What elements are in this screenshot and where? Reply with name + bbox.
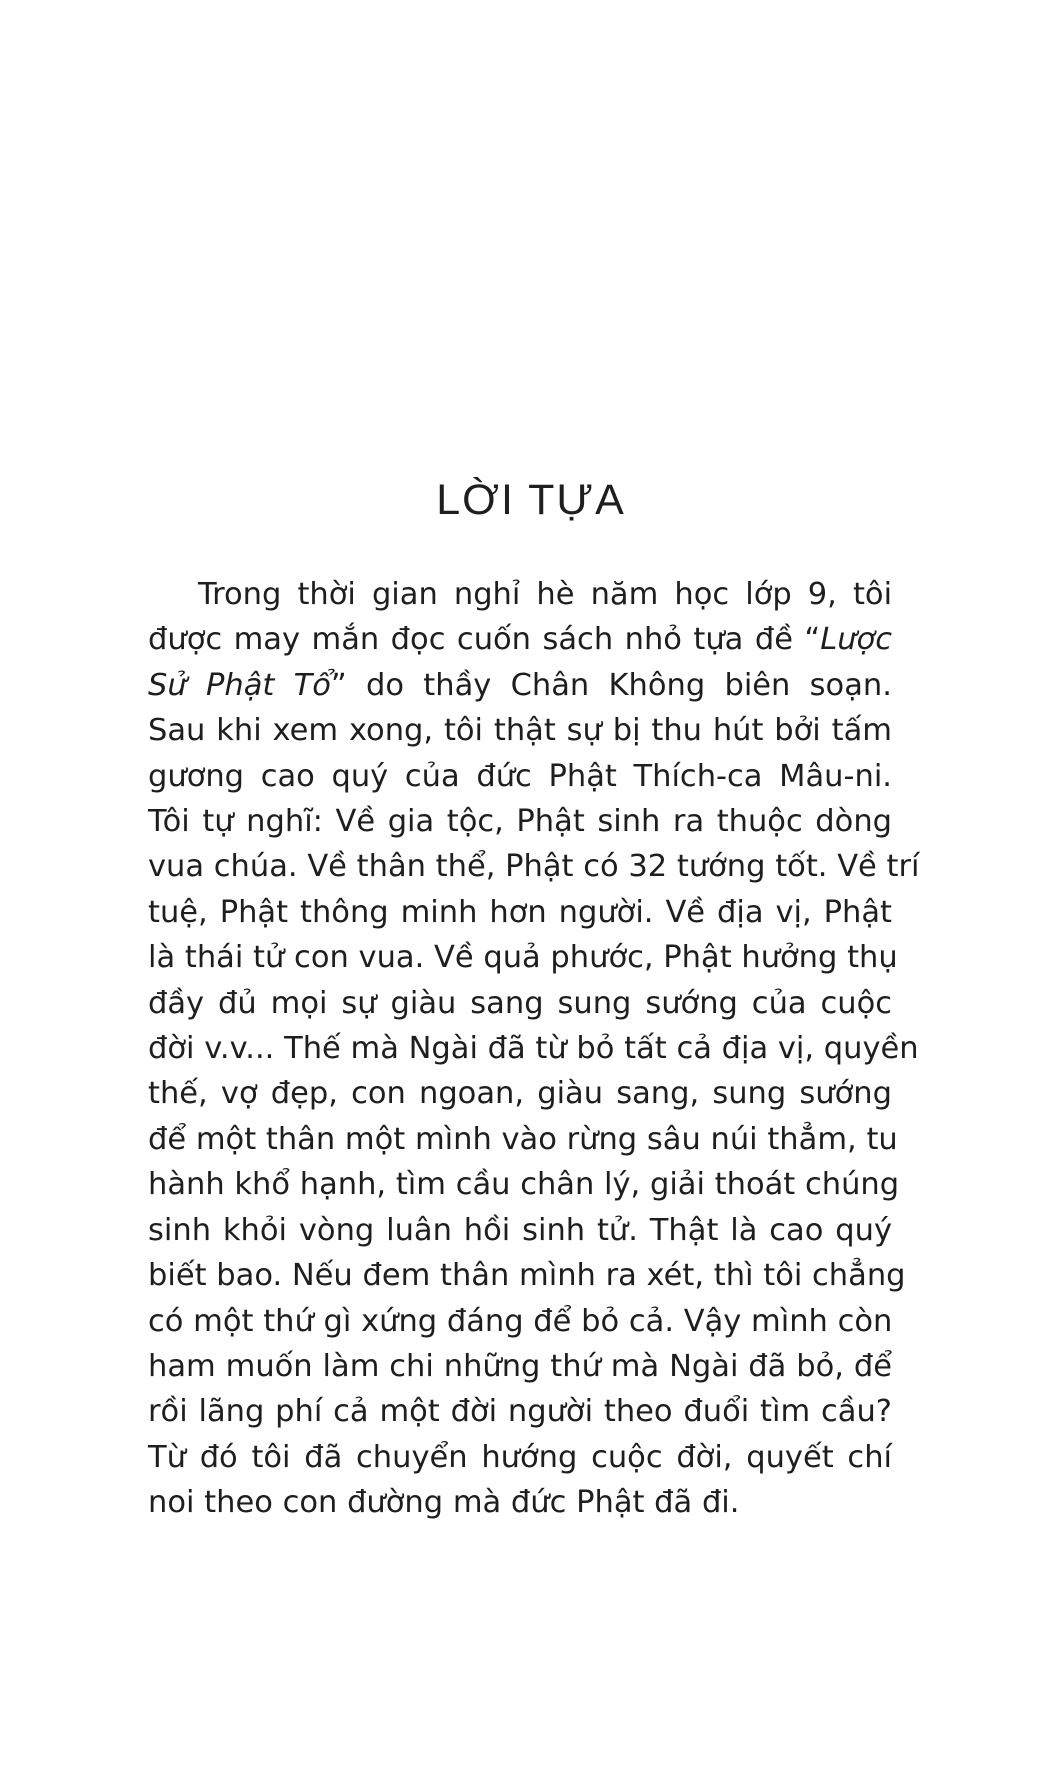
word: Phật: [823, 894, 893, 930]
word: một: [195, 1121, 257, 1157]
word: Phật: [219, 894, 289, 930]
word: theo: [204, 1485, 273, 1521]
word: tôi: [763, 1258, 803, 1294]
word: đời,: [676, 1439, 733, 1475]
word: quý: [331, 758, 389, 794]
word: Mâu-ni.: [779, 758, 892, 794]
word: hành: [148, 1167, 225, 1203]
word: Sau: [148, 713, 206, 749]
word: tựa: [693, 622, 744, 658]
word: quyền: [823, 1031, 919, 1067]
word: xét,: [646, 1258, 705, 1294]
word: tu: [866, 1121, 898, 1157]
paragraph-line: [148, 981, 892, 1026]
word: muốn: [225, 1348, 313, 1384]
word: ham: [148, 1348, 216, 1384]
word: đời: [148, 1031, 195, 1067]
word: đức: [510, 1485, 567, 1521]
word: hồi: [463, 1212, 511, 1248]
word: thân: [265, 1121, 336, 1157]
word: tìm: [760, 1394, 811, 1430]
word: Về: [433, 940, 474, 976]
word: chân: [520, 1167, 595, 1203]
preface-paragraph: [148, 572, 920, 1526]
word: mình: [519, 1258, 596, 1294]
word: quyết: [746, 1439, 834, 1475]
word: vòng: [298, 1212, 375, 1248]
word: đi.: [701, 1485, 740, 1521]
word: bỏ: [581, 1303, 620, 1339]
word: thì: [713, 1258, 754, 1294]
word: giàu: [537, 1076, 604, 1112]
word: vị,: [775, 894, 812, 930]
word: cao: [769, 1212, 824, 1248]
word: ngoan,: [418, 1076, 525, 1112]
word: thông: [300, 894, 389, 930]
word: phước,: [550, 940, 654, 976]
word: mà: [452, 1485, 502, 1521]
word: tử: [253, 940, 285, 976]
word: luân: [386, 1212, 452, 1248]
paragraph-line: [148, 617, 892, 662]
word: tấm: [831, 713, 892, 749]
word: một: [193, 1303, 254, 1339]
word: sướng: [645, 985, 738, 1021]
word: lý,: [604, 1167, 641, 1203]
word: sang,: [616, 1076, 700, 1112]
word: đường: [347, 1485, 444, 1521]
word: chuyển: [356, 1439, 468, 1475]
word: Phật: [576, 1485, 645, 1521]
word: đời: [450, 1394, 498, 1430]
paragraph-line: [148, 1389, 892, 1434]
paragraph-line: [148, 1117, 898, 1162]
word: quý: [835, 1212, 892, 1248]
word: con: [351, 1076, 406, 1112]
word: Phật: [548, 758, 617, 794]
italic-title-word: Sử: [148, 667, 187, 703]
word: Thật: [649, 1212, 719, 1248]
word: để: [148, 1121, 187, 1157]
word: nhỏ: [624, 622, 682, 658]
word: tôi: [443, 713, 484, 749]
word: sang: [470, 985, 544, 1021]
word: sung: [557, 985, 632, 1021]
word: cuộc: [820, 985, 893, 1021]
word: thứ: [263, 1303, 314, 1339]
paragraph-line: [148, 1026, 919, 1071]
word: đã: [748, 1348, 787, 1384]
word: cao: [260, 758, 315, 794]
word: vợ: [220, 1076, 258, 1112]
word: Thích-ca: [633, 758, 763, 794]
word: sinh: [148, 1212, 212, 1248]
word: bỏ,: [796, 1348, 844, 1384]
word: tất: [624, 1031, 667, 1067]
word: địa: [721, 1031, 769, 1067]
paragraph-line: [148, 708, 892, 753]
word: hè: [536, 577, 575, 612]
word: thế,: [148, 1076, 208, 1112]
word: của: [404, 758, 460, 794]
word: mà: [350, 1031, 399, 1067]
word: mình: [751, 1303, 828, 1339]
word: cầu: [455, 1167, 511, 1203]
word: thật: [493, 713, 556, 749]
word: Phật: [516, 804, 585, 840]
word: cả: [676, 1031, 712, 1067]
word: một: [344, 1121, 406, 1157]
word: còn: [837, 1303, 893, 1339]
word: xem: [272, 713, 339, 749]
paragraph-line: [148, 1299, 892, 1344]
word: lớp: [745, 577, 792, 612]
word: giải: [649, 1167, 705, 1203]
word: do: [365, 667, 405, 703]
word: thu: [651, 713, 702, 749]
word: đã: [487, 1031, 526, 1067]
word: sự: [566, 713, 602, 749]
word: v.v...: [204, 1031, 275, 1067]
word: bỏ: [576, 1031, 615, 1067]
word: Phật: [505, 849, 574, 885]
word: Về: [335, 804, 376, 840]
word: khỏi: [222, 1212, 288, 1248]
word: giàu: [390, 985, 457, 1021]
word: Từ: [148, 1439, 186, 1475]
paragraph-line: [148, 1208, 892, 1253]
paragraph-line: [148, 799, 892, 844]
word: sung: [712, 1076, 787, 1112]
word: 32: [628, 849, 668, 885]
word: trí: [886, 849, 920, 885]
word: tôi: [852, 577, 893, 612]
word: địa: [717, 894, 764, 930]
word: nghĩ:: [246, 804, 323, 840]
word: xứng: [361, 1303, 438, 1339]
word: thứ: [550, 1348, 601, 1384]
word: có: [148, 1303, 184, 1339]
word: Trong: [198, 577, 282, 612]
page-title: LỜI TỰA: [436, 476, 626, 524]
word: Nếu: [291, 1258, 353, 1294]
word: Không: [608, 667, 706, 703]
word: ”: [330, 667, 347, 703]
word: sinh: [522, 1212, 586, 1248]
word: noi: [148, 1485, 195, 1521]
word: đáng: [446, 1303, 524, 1339]
word: chi: [389, 1348, 434, 1384]
word: thời: [297, 577, 356, 612]
word: đó: [199, 1439, 238, 1475]
word: Vậy: [683, 1303, 742, 1339]
word: bị: [612, 713, 641, 749]
word: sâu: [646, 1121, 701, 1157]
word: mà: [610, 1348, 660, 1384]
word: đã: [654, 1485, 693, 1521]
word: đọc: [390, 622, 446, 658]
paragraph-line: [148, 572, 892, 617]
word: con: [282, 1485, 338, 1521]
word: đã: [304, 1439, 343, 1475]
italic-title-word: Phật: [205, 667, 275, 703]
word: chúng: [804, 1167, 900, 1203]
word: quả: [483, 940, 541, 976]
paragraph-line: [148, 1344, 892, 1389]
word: chúa.: [213, 849, 298, 885]
word: gì: [323, 1303, 352, 1339]
word: tốt.: [775, 849, 828, 885]
word: hơn: [489, 894, 547, 930]
paragraph-line: [148, 1480, 892, 1525]
word: theo: [603, 1394, 673, 1430]
word: tuệ,: [148, 894, 208, 930]
word: may: [233, 622, 301, 658]
word: ra: [672, 804, 705, 840]
word: thầy: [423, 667, 492, 703]
word: cầu?: [821, 1394, 892, 1430]
word: mình: [414, 1121, 492, 1157]
word: vào: [501, 1121, 557, 1157]
word: những: [443, 1348, 541, 1384]
word: đề: [754, 622, 793, 658]
word: Ngài: [408, 1031, 478, 1067]
word: đẹp,: [270, 1076, 338, 1112]
word: Về: [307, 849, 347, 885]
word: vua: [148, 849, 205, 885]
word: xong,: [348, 713, 434, 749]
word: thuộc: [716, 804, 803, 840]
word: vị,: [777, 1031, 815, 1067]
word: soạn.: [809, 667, 892, 703]
word: thân: [440, 1258, 510, 1294]
italic-title-word: Lược: [820, 622, 892, 658]
word: để: [533, 1303, 572, 1339]
word: một: [379, 1394, 440, 1430]
word: phí: [275, 1394, 323, 1430]
word: từ: [535, 1031, 567, 1067]
word: minh: [400, 894, 478, 930]
word: núi: [710, 1121, 758, 1157]
word: đầy: [148, 985, 205, 1021]
word: thẳm,: [767, 1121, 857, 1157]
word: được: [148, 622, 223, 658]
word: thân: [356, 849, 426, 885]
word: cuốn: [456, 622, 532, 658]
word: biên: [724, 667, 791, 703]
word: là: [730, 1212, 758, 1248]
word: Tôi: [148, 804, 190, 840]
word: người: [507, 1394, 594, 1430]
word: thụ: [847, 940, 898, 976]
paragraph-line: [148, 754, 892, 799]
word: “: [804, 622, 821, 658]
word: để: [853, 1348, 892, 1384]
word: hưởng: [741, 940, 838, 976]
paragraph-line: [148, 1253, 906, 1298]
word: dòng: [815, 804, 893, 840]
word: của: [751, 985, 807, 1021]
word: tử.: [596, 1212, 638, 1248]
word: vua.: [358, 940, 425, 976]
word: sinh: [597, 804, 661, 840]
word: có: [583, 849, 619, 885]
word: con: [294, 940, 349, 976]
paragraph-line: [148, 1071, 892, 1116]
word: sướng: [799, 1076, 892, 1112]
word: sách: [542, 622, 614, 658]
word: sự: [341, 985, 377, 1021]
paragraph-line: [148, 935, 898, 980]
word: gian: [371, 577, 438, 612]
word: rừng: [566, 1121, 638, 1157]
word: chẳng: [812, 1258, 906, 1294]
word: tìm: [395, 1167, 446, 1203]
word: người.: [558, 894, 654, 930]
word: năm: [590, 577, 659, 612]
paragraph-line: [148, 663, 892, 708]
word: đủ: [218, 985, 257, 1021]
word: tôi: [251, 1439, 291, 1475]
word: đuổi: [683, 1394, 750, 1430]
paragraph-line: [148, 890, 892, 935]
word: Về: [665, 894, 706, 930]
word: thái: [184, 940, 244, 976]
paragraph-line: [148, 1435, 892, 1480]
word: đem: [362, 1258, 431, 1294]
word: cuộc: [591, 1439, 663, 1475]
word: Ngài: [669, 1348, 739, 1384]
word: là: [148, 940, 176, 976]
paragraph-line: [148, 844, 920, 889]
word: cả: [333, 1394, 369, 1430]
word: hạnh,: [299, 1167, 387, 1203]
word: Phật: [663, 940, 732, 976]
word: mắn: [311, 622, 380, 658]
word: tự: [202, 804, 234, 840]
word: tướng: [676, 849, 766, 885]
word: gương: [148, 758, 245, 794]
word: Chân: [510, 667, 590, 703]
word: biết: [148, 1258, 207, 1294]
word: học: [674, 577, 730, 612]
paragraph-line: [148, 1162, 900, 1207]
word: bao.: [216, 1258, 283, 1294]
word: Thế: [284, 1031, 341, 1067]
word: thoát: [714, 1167, 796, 1203]
word: tộc,: [446, 804, 504, 840]
word: đức: [476, 758, 532, 794]
word: gia: [387, 804, 435, 840]
word: mọi: [270, 985, 328, 1021]
word: khổ: [234, 1167, 291, 1203]
word: làm: [322, 1348, 380, 1384]
word: chí: [847, 1439, 892, 1475]
word: nghỉ: [453, 577, 521, 612]
word: ra: [605, 1258, 637, 1294]
italic-title-word: Tổ: [293, 667, 331, 703]
word: Về: [837, 849, 877, 885]
word: rồi: [148, 1394, 188, 1430]
word: khi: [216, 713, 262, 749]
word: 9,: [807, 577, 837, 612]
word: bởi: [774, 713, 821, 749]
word: cả.: [628, 1303, 675, 1339]
word: lãng: [198, 1394, 265, 1430]
word: hướng: [481, 1439, 578, 1475]
word: hút: [712, 713, 764, 749]
word: thể,: [435, 849, 496, 885]
